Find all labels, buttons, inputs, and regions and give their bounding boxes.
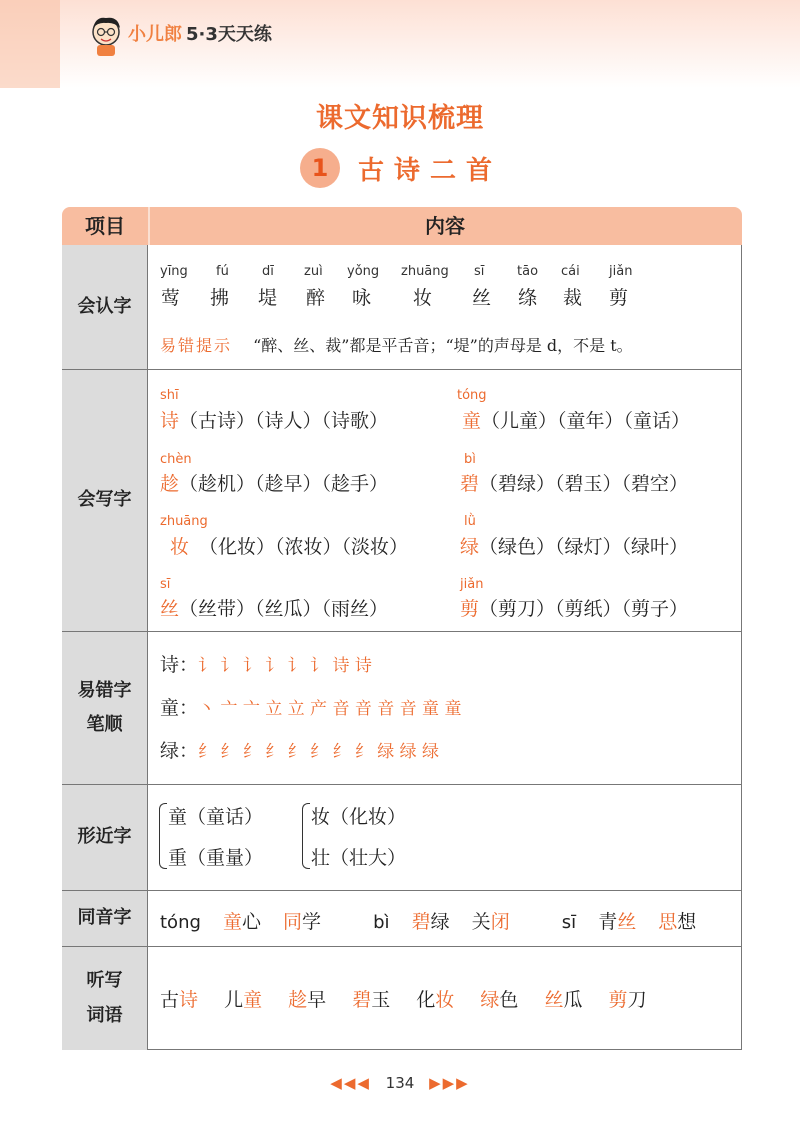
words: （化妆）（浓妆）（淡妆） <box>199 536 409 558</box>
page-footer <box>0 1074 800 1092</box>
hl-char: 碧 <box>352 989 372 1011</box>
rest-char: 学 <box>302 911 322 933</box>
pinyin: tāo <box>517 264 539 279</box>
row-tingxie <box>62 947 742 1050</box>
stroke-line <box>160 693 461 720</box>
similar-char: 重（重量） <box>168 847 264 869</box>
rest-char: 色 <box>499 989 519 1011</box>
homophone-word <box>598 911 636 933</box>
pinyin: chèn <box>160 452 192 467</box>
row-label: 形近字 <box>62 785 148 890</box>
homophone-word <box>412 911 450 933</box>
brand <box>128 20 272 46</box>
left-arrows-icon: ◀◀◀ <box>330 1074 371 1092</box>
rest-char: 刀 <box>627 989 647 1011</box>
hl-char: 诗 <box>179 989 199 1011</box>
char: 丝 <box>160 598 180 620</box>
pre-char: 儿 <box>224 989 244 1011</box>
stroke-char: 童： <box>160 697 199 719</box>
char: 碧 <box>460 473 480 495</box>
write-line <box>170 532 408 559</box>
write-line <box>460 594 688 621</box>
write-line <box>462 406 690 433</box>
hl-char: 剪 <box>608 989 628 1011</box>
row-label: 同音字 <box>62 891 148 946</box>
pre-char: 青 <box>598 911 618 933</box>
pre-char: 化 <box>416 989 436 1011</box>
rest-char: 心 <box>241 911 261 933</box>
col-header-content: 内容 <box>425 214 465 238</box>
char: 绦 <box>518 287 538 309</box>
row-label-line: 易错字 <box>77 679 132 701</box>
char: 绿 <box>460 536 480 558</box>
char: 剪 <box>460 598 480 620</box>
pinyin: sī <box>474 264 485 279</box>
row-hui-ren <box>62 245 742 370</box>
row-label-line: 笔顺 <box>86 714 123 735</box>
pinyin: sī <box>160 577 171 592</box>
tip-label: 易错提示 <box>160 336 233 355</box>
pinyin: zhuāng <box>160 514 208 529</box>
words: （丝带）（丝瓜）（雨丝） <box>179 598 389 620</box>
char: 剪 <box>609 287 629 309</box>
row-label <box>62 632 148 784</box>
page-title: 课文知识梳理 <box>316 103 484 134</box>
stroke-sequence: 纟 纟 纟 纟 纟 纟 纟 纟 绿 绿 绿 <box>198 742 440 762</box>
stroke-line <box>160 736 439 763</box>
col-header-item: 项目 <box>85 214 125 238</box>
knowledge-table <box>62 207 742 1050</box>
bracket <box>159 803 167 869</box>
pinyin: zuì <box>304 264 323 279</box>
dictation-word <box>416 989 454 1011</box>
similar-char: 妆（化妆） <box>311 806 407 828</box>
pinyin: zhuāng <box>401 264 449 279</box>
row-label-line: 听写 <box>86 970 123 992</box>
dictation-word <box>352 989 390 1011</box>
stroke-char: 诗： <box>160 654 199 676</box>
mascot-logo-icon <box>86 14 126 58</box>
right-arrows-icon: ▶▶▶ <box>429 1074 470 1092</box>
pinyin: yīng <box>160 264 188 279</box>
lesson-number-badge: 1 <box>300 148 340 188</box>
pre-char: 古 <box>160 989 180 1011</box>
row-label-line: 词语 <box>86 1004 123 1026</box>
hl-char: 丝 <box>544 989 564 1011</box>
row-hui-xie <box>62 370 742 632</box>
words: （剪刀）（剪纸）（剪子） <box>479 598 689 620</box>
pre-char: 关 <box>471 911 491 933</box>
char: 妆 <box>170 536 190 558</box>
char: 童 <box>462 410 482 432</box>
homophone-word <box>658 911 696 933</box>
words: （趁机）（趁早）（趁手） <box>179 473 389 495</box>
write-line <box>460 469 688 496</box>
rest-char: 想 <box>677 911 697 933</box>
homophone-word <box>283 911 321 933</box>
similar-char: 壮（壮大） <box>311 847 407 869</box>
hl-char: 绿 <box>480 989 500 1011</box>
hl-char: 思 <box>658 911 678 933</box>
row-label <box>62 947 148 1050</box>
pinyin: yǒng <box>347 264 380 279</box>
row-label: 会写字 <box>62 370 148 631</box>
char: 堤 <box>258 287 278 309</box>
char: 丝 <box>472 287 492 309</box>
rest-char: 绿 <box>430 911 450 933</box>
row-bishun <box>62 632 742 785</box>
char: 妆 <box>413 287 433 309</box>
pinyin: jiǎn <box>460 577 484 592</box>
dictation-word <box>224 989 262 1011</box>
words: （古诗）（诗人）（诗歌） <box>179 410 389 432</box>
char: 拂 <box>210 287 230 309</box>
homophone-word <box>223 911 261 933</box>
pinyin: cái <box>561 264 580 279</box>
row-label: 会认字 <box>62 245 148 369</box>
rest-char: 瓜 <box>563 989 583 1011</box>
homophone-line <box>160 907 696 934</box>
stroke-sequence: 丶 亠 亠 立 立 产 音 音 音 音 童 童 <box>198 699 462 719</box>
row-xingjin <box>62 785 742 891</box>
hl-char: 童 <box>222 911 242 933</box>
pinyin: fú <box>216 264 229 279</box>
homophone-pinyin: bì <box>373 912 390 933</box>
write-line <box>460 532 688 559</box>
similar-char: 童（童话） <box>168 806 264 828</box>
hl-char: 趁 <box>288 989 308 1011</box>
words: （儿童）（童年）（童话） <box>481 410 691 432</box>
dictation-word <box>160 989 198 1011</box>
pinyin: dī <box>262 264 274 279</box>
brand-sub: 5·3天天练 <box>186 24 272 45</box>
dictation-line <box>160 985 647 1012</box>
stroke-line <box>160 650 372 677</box>
page-number: 134 <box>385 1074 415 1092</box>
lesson-title: 古诗二首 <box>358 155 503 186</box>
hl-char: 闭 <box>490 911 510 933</box>
pinyin: bì <box>464 452 476 467</box>
pinyin: jiǎn <box>609 264 633 279</box>
homophone-pinyin: tóng <box>160 912 201 933</box>
hl-char: 丝 <box>617 911 637 933</box>
rest-char: 早 <box>307 989 327 1011</box>
dictation-word <box>480 989 518 1011</box>
write-line <box>160 406 388 433</box>
char: 莺 <box>161 287 181 309</box>
table-header <box>62 207 742 245</box>
write-line <box>160 594 388 621</box>
write-line <box>160 469 388 496</box>
char: 诗 <box>160 410 180 432</box>
hl-char: 妆 <box>435 989 455 1011</box>
rest-char: 玉 <box>371 989 391 1011</box>
homophone-word <box>472 911 510 933</box>
words: （碧绿）（碧玉）（碧空） <box>479 473 689 495</box>
hl-char: 碧 <box>411 911 431 933</box>
error-tip <box>160 333 633 356</box>
dictation-word <box>544 989 582 1011</box>
stroke-char: 绿： <box>160 740 199 762</box>
bracket <box>302 803 310 869</box>
tip-text: “醉、丝、裁”都是平舌音；“堤”的声母是 d，不是 t。 <box>253 336 633 355</box>
lesson-heading <box>300 148 502 188</box>
char: 裁 <box>563 287 583 309</box>
char: 趁 <box>160 473 180 495</box>
dictation-word <box>288 989 326 1011</box>
brand-main: 小儿郎 <box>128 24 182 45</box>
char: 醉 <box>306 287 326 309</box>
char: 咏 <box>352 287 372 309</box>
homophone-pinyin: sī <box>561 912 577 933</box>
words: （绿色）（绿灯）（绿叶） <box>479 536 689 558</box>
row-tongyin <box>62 891 742 947</box>
hl-char: 童 <box>243 989 263 1011</box>
pinyin: tóng <box>457 388 487 403</box>
dictation-word <box>609 989 647 1011</box>
hl-char: 同 <box>283 911 303 933</box>
pinyin: lǜ <box>464 514 476 529</box>
pinyin: shī <box>160 388 179 403</box>
stroke-sequence: 讠 讠 讠 讠 讠 讠 诗 诗 <box>198 656 372 676</box>
